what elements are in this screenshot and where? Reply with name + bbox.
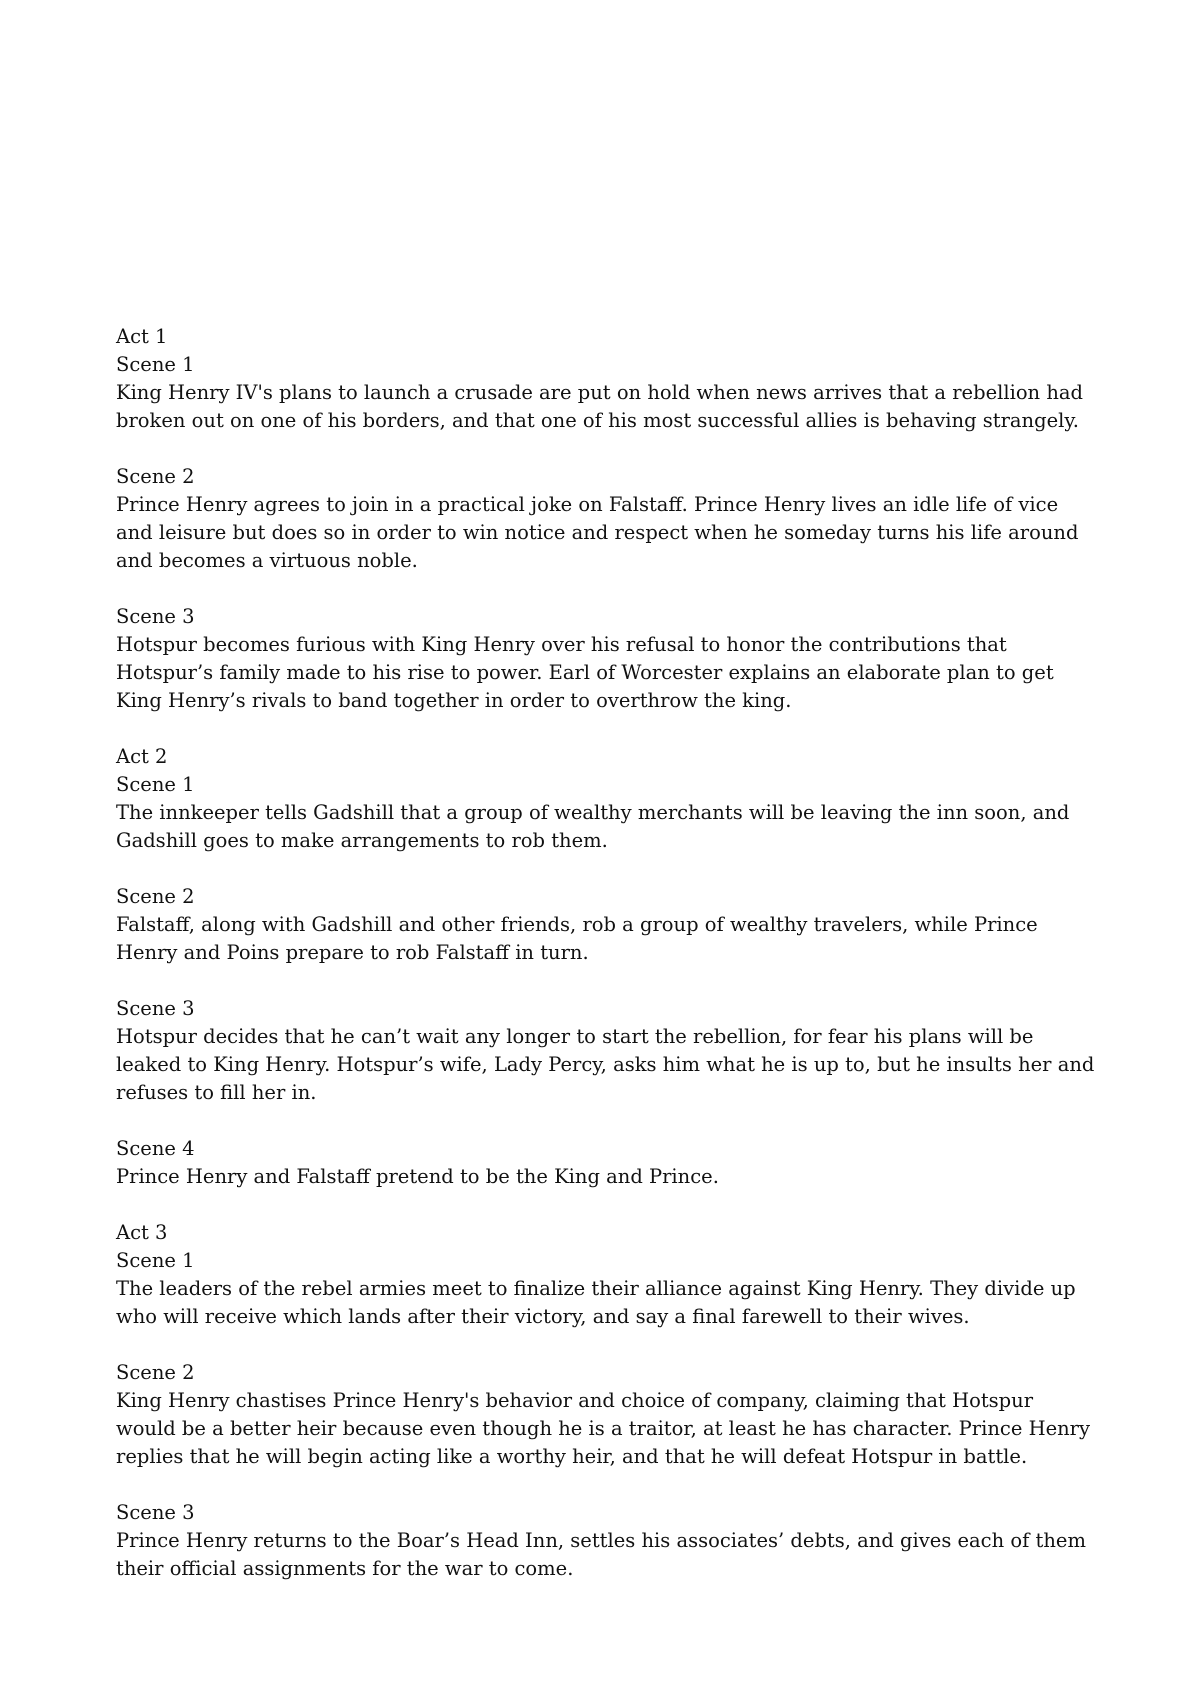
scene-heading: Scene 3 <box>116 1501 195 1524</box>
scene-block <box>116 1499 1096 1583</box>
scene-summary: King Henry IV's plans to launch a crusade are put on hold when news arrives that a rebellion had broken out on one of his borders, and that one of his most successful allies is behaving strangely. <box>116 381 1083 432</box>
scene-block <box>116 351 1096 435</box>
scene-block <box>116 1135 1096 1191</box>
scene-block <box>116 1247 1096 1331</box>
scene-heading: Scene 2 <box>116 1361 195 1384</box>
scene-heading: Scene 1 <box>116 353 195 376</box>
scene-heading: Scene 2 <box>116 885 195 908</box>
act-heading: Act 1 <box>116 325 168 348</box>
scene-block <box>116 995 1096 1107</box>
scene-block <box>116 883 1096 967</box>
act-1 <box>116 323 1096 715</box>
scene-heading: Scene 1 <box>116 1249 195 1272</box>
scene-block <box>116 1359 1096 1471</box>
scene-block <box>116 771 1096 855</box>
scene-heading: Scene 2 <box>116 465 195 488</box>
scene-heading: Scene 3 <box>116 605 195 628</box>
scene-summary: Prince Henry returns to the Boar’s Head Inn, settles his associates’ debts, and gives each of them their official assignments for the war to come. <box>116 1529 1086 1580</box>
scene-block <box>116 603 1096 715</box>
act-3 <box>116 1219 1096 1583</box>
scene-summary: The innkeeper tells Gadshill that a group of wealthy merchants will be leaving the inn soon, and Gadshill goes to make arrangements to rob them. <box>116 801 1070 852</box>
scene-heading: Scene 1 <box>116 773 195 796</box>
scene-heading: Scene 3 <box>116 997 195 1020</box>
scene-summary: Falstaff, along with Gadshill and other friends, rob a group of wealthy travelers, while Prince Henry and Poins prepare to rob Falstaff in turn. <box>116 913 1038 964</box>
scene-summary: Hotspur decides that he can’t wait any longer to start the rebellion, for fear his plans will be leaked to King Henry. Hotspur’s wife, Lady Percy, asks him what he is up to, but he insults her and refuses to fill her in. <box>116 1025 1095 1104</box>
document-body <box>116 323 1096 1611</box>
act-heading: Act 2 <box>116 745 168 768</box>
scene-summary: King Henry chastises Prince Henry's behavior and choice of company, claiming that Hotspur would be a better heir because even though he is a traitor, at least he has character. Prince Henry replies that he will begin acting like a worthy heir, and that he will defeat Hotspur in battle. <box>116 1389 1091 1468</box>
scene-summary: The leaders of the rebel armies meet to finalize their alliance against King Henry. They divide up who will receive which lands after their victory, and say a final farewell to their wives. <box>116 1277 1076 1328</box>
scene-summary: Hotspur becomes furious with King Henry over his refusal to honor the contributions that Hotspur’s family made to his rise to power. Earl of Worcester explains an elaborate plan to get King Henry’s rivals to band together in order to overthrow the king. <box>116 633 1054 712</box>
act-2 <box>116 743 1096 1191</box>
scene-summary: Prince Henry and Falstaff pretend to be the King and Prince. <box>116 1165 719 1188</box>
scene-block <box>116 463 1096 575</box>
scene-heading: Scene 4 <box>116 1137 195 1160</box>
scene-summary: Prince Henry agrees to join in a practical joke on Falstaff. Prince Henry lives an idle life of vice and leisure but does so in order to win notice and respect when he someday turns his life around and becomes a virtuous noble. <box>116 493 1079 572</box>
act-heading: Act 3 <box>116 1221 168 1244</box>
